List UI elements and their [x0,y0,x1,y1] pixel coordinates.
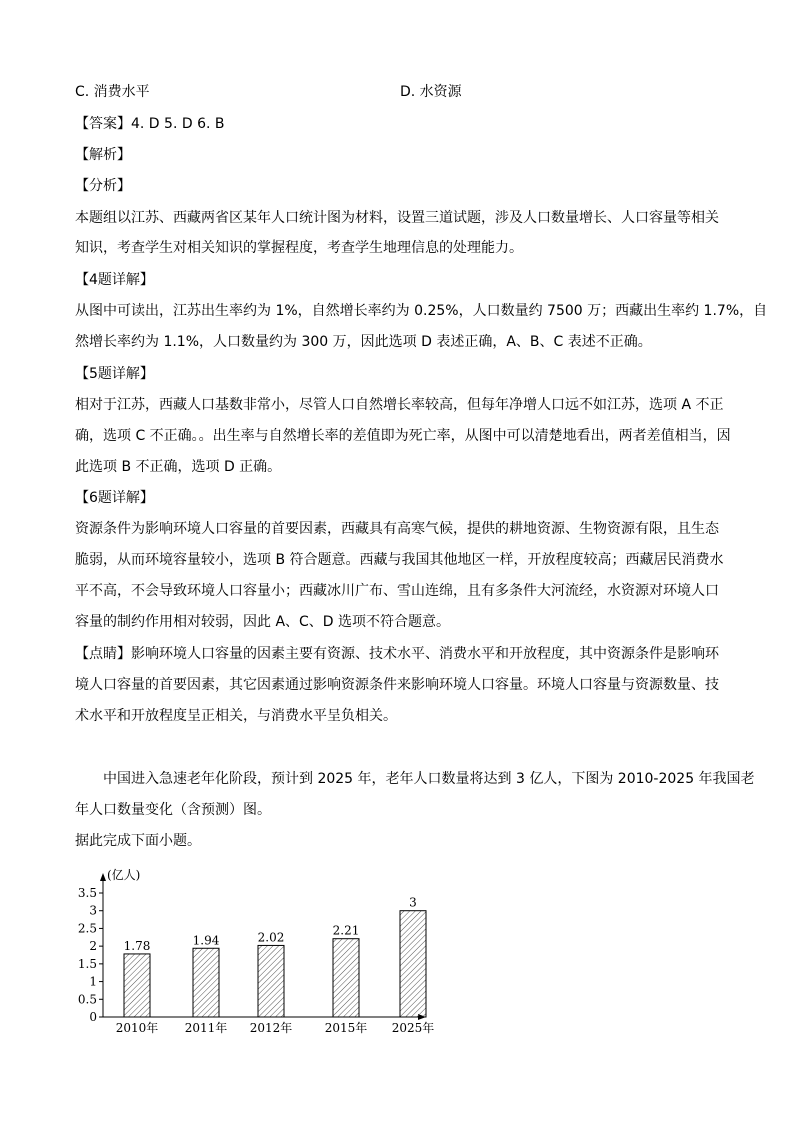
fenxi-line: 知识，考查学生对相关知识的掌握程度，考查学生地理信息的处理能力。 [75,240,523,256]
answer-line: 【答案】4. D 5. D 6. B [75,116,225,132]
y-tick-label: 1.5 [77,956,97,971]
q5-heading: 【5题详解】 [75,366,154,382]
option-c: C. 消费水平 [75,84,150,100]
q5-line: 相对于江苏，西藏人口基数非常小，尽管人口自然增长率较高，但每年净增人口远不如江苏，选项 A 不正 [75,397,724,413]
x-category-label: 2010年 [115,1021,159,1035]
elderly-population-bar-chart [70,860,435,1040]
q6-line: 脆弱，从而环境容量较小，选项 B 符合题意。西藏与我国其他地区一样，开放程度较高；西藏居民消费水 [75,552,724,568]
analysis-heading: 【解析】 [75,147,131,163]
option-d: D. 水资源 [400,84,462,100]
y-unit-label: (亿人) [107,868,141,882]
y-tick-label: 1 [89,974,97,989]
bar [400,911,426,1017]
bar-value-label: 2.02 [257,930,285,945]
bar-value-label: 1.78 [123,938,151,953]
fenxi-heading: 【分析】 [75,178,131,194]
x-category-label: 2011年 [184,1021,228,1035]
dianjing-line: 【点睛】影响环境人口容量的因素主要有资源、技术水平、消费水平和开放程度，其中资源条件是影响环 [75,646,719,662]
fenxi-line: 本题组以江苏、西藏两省区某年人口统计图为材料，设置三道试题，涉及人口数量增长、人口容量等相关 [75,210,719,226]
q5-line: 此选项 B 不正确，选项 D 正确。 [75,459,282,475]
q6-line: 容量的制约作用相对较弱，因此 A、C、D 选项不符合题意。 [75,614,451,630]
q5-line: 确，选项 C 不正确。。出生率与自然增长率的差值即为死亡率，从图中可以清楚地看出，两者差值相当，因 [75,428,731,444]
dianjing-line: 境人口容量的首要因素，其它因素通过影响资源条件来影响环境人口容量。环境人口容量与资源数量、技 [75,677,719,693]
bar-value-label: 2.21 [332,923,360,938]
q6-line: 平不高，不会导致环境人口容量小；西藏冰川广布、雪山连绵，且有多条件大河流经，水资源对环境人口 [75,583,719,599]
dianjing-line: 术水平和开放程度呈正相关，与消费水平呈负相关。 [75,708,397,724]
q4-line: 然增长率约为 1.1%，人口数量约为 300 万，因此选项 D 表述正确，A、B、C 表述不正确。 [75,334,652,350]
y-tick-label: 0.5 [77,992,97,1007]
y-tick-label: 3 [89,903,97,918]
y-tick-label: 0 [89,1010,97,1024]
q6-line: 资源条件为影响环境人口容量的首要因素，西藏具有高寒气候，提供的耕地资源、生物资源有限，且生态 [75,521,719,537]
bar [193,948,219,1017]
bar-value-label: 1.94 [192,933,220,948]
q4-heading: 【4题详解】 [75,272,154,288]
x-category-label: 2012年 [249,1021,293,1035]
intro-line: 年人口数量变化（含预测）图。 [75,802,271,818]
x-category-label: 2025年 [391,1021,435,1035]
instruction-line: 据此完成下面小题。 [75,833,201,849]
bar [258,945,284,1017]
q6-heading: 【6题详解】 [75,490,154,506]
x-category-label: 2015年 [324,1021,368,1035]
y-tick-label: 2 [89,939,97,954]
bar-value-label: 3 [409,895,417,910]
bar [124,954,150,1017]
y-tick-label: 2.5 [77,921,97,936]
y-tick-label: 3.5 [77,886,97,900]
y-axis-arrow [100,873,106,881]
bar [333,939,359,1017]
q4-line: 从图中可读出，江苏出生率约为 1%，自然增长率约为 0.25%，人口数量约 7500 万；西藏出生率约 1.7%，自 [75,303,768,319]
intro-line: 中国进入急速老年化阶段，预计到 2025 年，老年人口数量将达到 3 亿人，下图为 2010-2025 年我国老 [103,771,755,787]
